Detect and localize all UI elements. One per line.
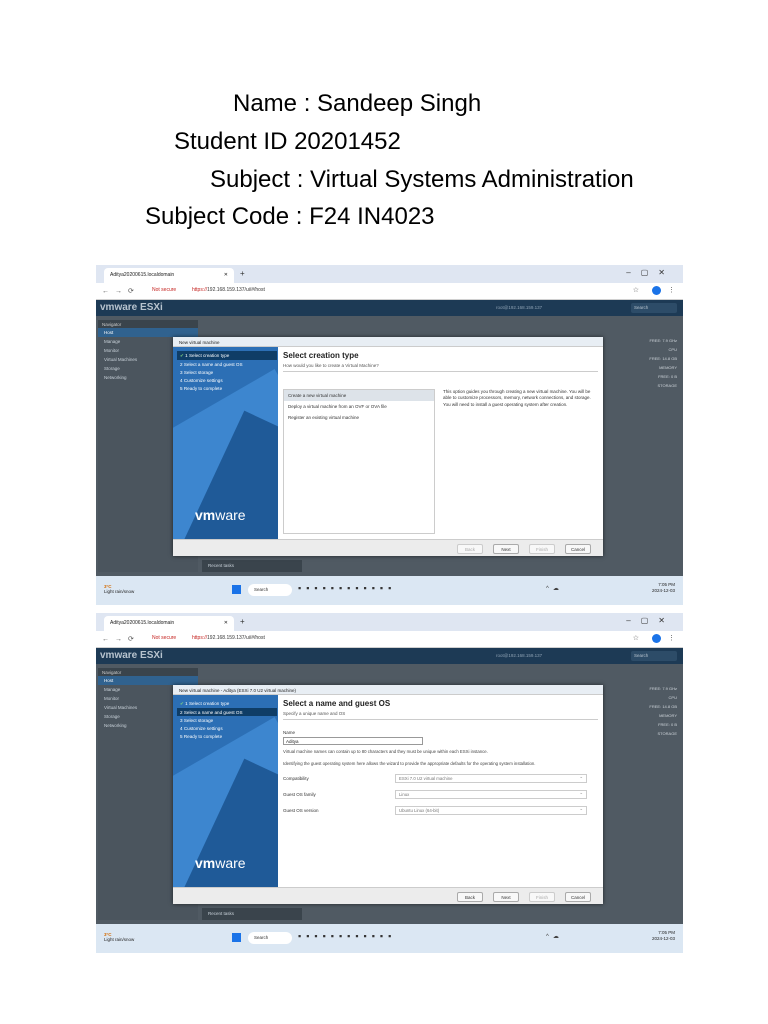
student-name: Name : Sandeep Singh bbox=[233, 90, 482, 117]
step-2[interactable]: 2 Select a name and guest OS bbox=[177, 708, 277, 716]
nav-item-host[interactable]: Host bbox=[98, 676, 198, 685]
compatibility-row bbox=[283, 771, 598, 787]
nav-item-storage[interactable]: Storage bbox=[104, 366, 120, 371]
subject-code: Subject Code : F24 IN4023 bbox=[145, 203, 435, 230]
guest-os-version-row bbox=[283, 803, 598, 819]
close-tab-icon[interactable]: ✕ bbox=[223, 272, 228, 278]
step-1[interactable]: ✔ 1 Select creation type bbox=[177, 351, 277, 360]
dialog-subheading: Specify a unique name and OS bbox=[283, 711, 598, 720]
next-button[interactable]: Next bbox=[493, 892, 519, 902]
compatibility-label: Compatibility bbox=[283, 776, 309, 782]
nav-item-networking[interactable]: Networking bbox=[104, 375, 127, 380]
new-vm-dialog bbox=[173, 337, 603, 556]
esxi-header bbox=[96, 648, 683, 664]
dialog-heading: Select a name and guest OS bbox=[283, 699, 391, 708]
window-controls-icon[interactable]: –▢✕ bbox=[626, 616, 675, 625]
windows-taskbar bbox=[96, 924, 683, 953]
nav-item-manage[interactable]: Manage bbox=[104, 339, 121, 344]
dialog-footer bbox=[173, 539, 603, 556]
esxi-user-menu[interactable]: root@192.168.159.137 bbox=[496, 653, 543, 658]
name-label: Name bbox=[283, 730, 296, 735]
taskbar-apps-icon[interactable]: ▪▪▪▪▪▪▪▪▪▪▪▪ bbox=[298, 583, 397, 593]
bookmark-star-icon[interactable]: ☆ bbox=[632, 287, 639, 294]
recent-tasks-tab[interactable]: Recent tasks bbox=[202, 560, 302, 572]
url-text[interactable]: https://192.168.159.137/ui/#/host bbox=[192, 287, 265, 293]
nav-item-manage[interactable]: Manage bbox=[104, 687, 121, 692]
dialog-title: New virtual machine - Aditya (ESXi 7.0 U2 virtual machine) bbox=[173, 685, 603, 695]
kebab-menu-icon[interactable]: ⋮ bbox=[668, 635, 675, 642]
new-tab-icon[interactable]: + bbox=[240, 617, 245, 626]
weather-widget[interactable]: 3°C Light rain/snow bbox=[104, 584, 135, 595]
compatibility-select[interactable]: ESXi 7.0 U2 virtual machine ⌄ bbox=[395, 774, 587, 783]
esxi-logo: vmware ESXi bbox=[100, 650, 163, 661]
stat-cpu-label: CPU bbox=[668, 347, 677, 352]
dialog-content bbox=[283, 699, 598, 885]
browser-tab[interactable]: Aditya20200615.localdomain ✕ bbox=[104, 616, 234, 631]
nav-item-host[interactable]: Host bbox=[98, 328, 198, 337]
nav-item-vms[interactable]: Virtual Machines bbox=[104, 357, 138, 362]
address-bar[interactable] bbox=[96, 283, 683, 300]
option-create-new[interactable]: Create a new virtual machine bbox=[284, 390, 434, 401]
weather-widget[interactable]: 3°C Light rain/snow bbox=[104, 932, 135, 943]
subject: Subject : Virtual Systems Administration bbox=[210, 166, 634, 193]
nav-item-monitor[interactable]: Monitor bbox=[104, 348, 120, 353]
taskbar-search[interactable]: Search bbox=[248, 584, 292, 596]
stat-storage-free: FREE: 0 B bbox=[658, 722, 677, 727]
window-controls-icon[interactable]: –▢✕ bbox=[626, 268, 675, 277]
stat-cpu-free: FREE: 7.9 GHz bbox=[649, 686, 677, 691]
guest-os-family-row bbox=[283, 787, 598, 803]
vmware-logo: vmware bbox=[195, 855, 246, 871]
taskbar-search[interactable]: Search bbox=[248, 932, 292, 944]
stat-mem-free: FREE: 14.8 GB bbox=[649, 356, 677, 361]
back-button[interactable]: Back bbox=[457, 892, 483, 902]
creation-type-list bbox=[283, 389, 435, 534]
stat-storage-label: STORAGE bbox=[657, 383, 677, 388]
step-5[interactable]: 5 Ready to complete bbox=[180, 733, 223, 739]
not-secure-badge[interactable]: Not secure bbox=[152, 635, 177, 641]
nav-item-vms[interactable]: Virtual Machines bbox=[104, 705, 138, 710]
browser-tabbar bbox=[96, 265, 683, 283]
dialog-heading: Select creation type bbox=[283, 351, 359, 360]
next-button[interactable]: Next bbox=[493, 544, 519, 554]
stat-mem-label: MEMORY bbox=[659, 713, 677, 718]
nav-buttons-icon[interactable]: ←→⟳ bbox=[102, 288, 140, 295]
dialog-content bbox=[283, 351, 598, 537]
vm-name-input[interactable]: Aditya bbox=[283, 737, 423, 745]
stat-storage-label: STORAGE bbox=[657, 731, 677, 736]
option-register-existing[interactable]: Register an existing virtual machine bbox=[288, 415, 360, 420]
system-tray-icon[interactable]: ^☁ bbox=[546, 586, 563, 592]
clock[interactable]: 7:05 PM 2024-12-03 bbox=[651, 930, 675, 941]
name-note: Virtual machine names can contain up to 80 characters and they must be unique within each ESXi instance. bbox=[283, 749, 488, 754]
windows-start-icon[interactable] bbox=[232, 933, 241, 942]
step-4[interactable]: 4 Customize settings bbox=[180, 377, 223, 383]
dialog-title: New virtual machine bbox=[173, 337, 603, 347]
clock[interactable]: 7:05 PM 2024-12-03 bbox=[651, 582, 675, 593]
student-id: Student ID 20201452 bbox=[174, 128, 401, 155]
os-note: Identifying the guest operating system here allows the wizard to provide the appropriate defaults for the operating system installation. bbox=[283, 761, 536, 767]
finish-button[interactable]: Finish bbox=[529, 892, 555, 902]
esxi-search-input[interactable]: Search bbox=[631, 303, 677, 313]
cancel-button[interactable]: Cancel bbox=[565, 544, 591, 554]
esxi-header bbox=[96, 300, 683, 316]
step-1[interactable]: ✔ 1 Select creation type bbox=[177, 699, 277, 708]
nav-item-networking[interactable]: Networking bbox=[104, 723, 127, 728]
windows-taskbar bbox=[96, 576, 683, 605]
step-5[interactable]: 5 Ready to complete bbox=[180, 385, 223, 391]
dialog-footer bbox=[173, 887, 603, 904]
stat-cpu-label: CPU bbox=[668, 695, 677, 700]
step-3[interactable]: 3 Select storage bbox=[180, 717, 214, 723]
nav-buttons-icon[interactable]: ←→⟳ bbox=[102, 636, 140, 643]
bookmark-star-icon[interactable]: ☆ bbox=[632, 635, 639, 642]
option-description: This option guides you through creating a new virtual machine. You will be able to customize processors, memory, network connections, and storage. You will need to install a guest operating system after creation. bbox=[443, 389, 591, 407]
screenshot-name-and-os bbox=[96, 613, 683, 953]
browser-tabbar bbox=[96, 613, 683, 631]
back-button[interactable]: Back bbox=[457, 544, 483, 554]
vmware-logo: vmware bbox=[195, 507, 246, 523]
guest-os-family-label: Guest OS family bbox=[283, 792, 316, 798]
screenshot-creation-type bbox=[96, 265, 683, 605]
not-secure-badge[interactable]: Not secure bbox=[152, 287, 177, 293]
guest-os-version-select[interactable]: Ubuntu Linux (64-bit) ⌄ bbox=[395, 806, 587, 815]
stat-mem-free: FREE: 14.8 GB bbox=[649, 704, 677, 709]
new-tab-icon[interactable]: + bbox=[240, 269, 245, 278]
stat-cpu-free: FREE: 7.9 GHz bbox=[649, 338, 677, 343]
stat-storage-free: FREE: 0 B bbox=[658, 374, 677, 379]
step-4[interactable]: 4 Customize settings bbox=[180, 725, 223, 731]
nav-item-storage[interactable]: Storage bbox=[104, 714, 120, 719]
profile-avatar-icon[interactable] bbox=[652, 286, 661, 295]
navigator-header: Navigator bbox=[98, 668, 198, 676]
recent-tasks-tab[interactable]: Recent tasks bbox=[202, 908, 302, 920]
option-deploy-ovf[interactable]: Deploy a virtual machine from an OVF or OVA file bbox=[288, 404, 387, 409]
esxi-user-menu[interactable]: root@192.168.159.137 bbox=[496, 305, 543, 310]
wizard-steps-panel bbox=[173, 695, 278, 887]
navigator-header: Navigator bbox=[98, 320, 198, 328]
taskbar-apps-icon[interactable]: ▪▪▪▪▪▪▪▪▪▪▪▪ bbox=[298, 931, 397, 941]
resource-stats bbox=[606, 336, 681, 571]
cancel-button[interactable]: Cancel bbox=[565, 892, 591, 902]
dialog-subheading: How would you like to create a Virtual Machine? bbox=[283, 363, 598, 372]
step-3[interactable]: 3 Select storage bbox=[180, 369, 214, 375]
guest-os-family-select[interactable]: Linux ⌄ bbox=[395, 790, 587, 799]
new-vm-dialog bbox=[173, 685, 603, 904]
url-text[interactable]: https://192.168.159.137/ui/#/host bbox=[192, 635, 265, 641]
esxi-logo: vmware ESXi bbox=[100, 302, 163, 313]
profile-avatar-icon[interactable] bbox=[652, 634, 661, 643]
kebab-menu-icon[interactable]: ⋮ bbox=[668, 287, 675, 294]
windows-start-icon[interactable] bbox=[232, 585, 241, 594]
stat-mem-label: MEMORY bbox=[659, 365, 677, 370]
esxi-search-input[interactable]: Search bbox=[631, 651, 677, 661]
system-tray-icon[interactable]: ^☁ bbox=[546, 934, 563, 940]
address-bar[interactable] bbox=[96, 631, 683, 648]
guest-os-version-label: Guest OS version bbox=[283, 808, 319, 814]
resource-stats bbox=[606, 684, 681, 919]
browser-tab[interactable]: Aditya20200615.localdomain ✕ bbox=[104, 268, 234, 283]
step-2[interactable]: 2 Select a name and guest OS bbox=[180, 361, 243, 367]
finish-button[interactable]: Finish bbox=[529, 544, 555, 554]
wizard-steps-panel bbox=[173, 347, 278, 539]
nav-item-monitor[interactable]: Monitor bbox=[104, 696, 120, 701]
close-tab-icon[interactable]: ✕ bbox=[223, 620, 228, 626]
